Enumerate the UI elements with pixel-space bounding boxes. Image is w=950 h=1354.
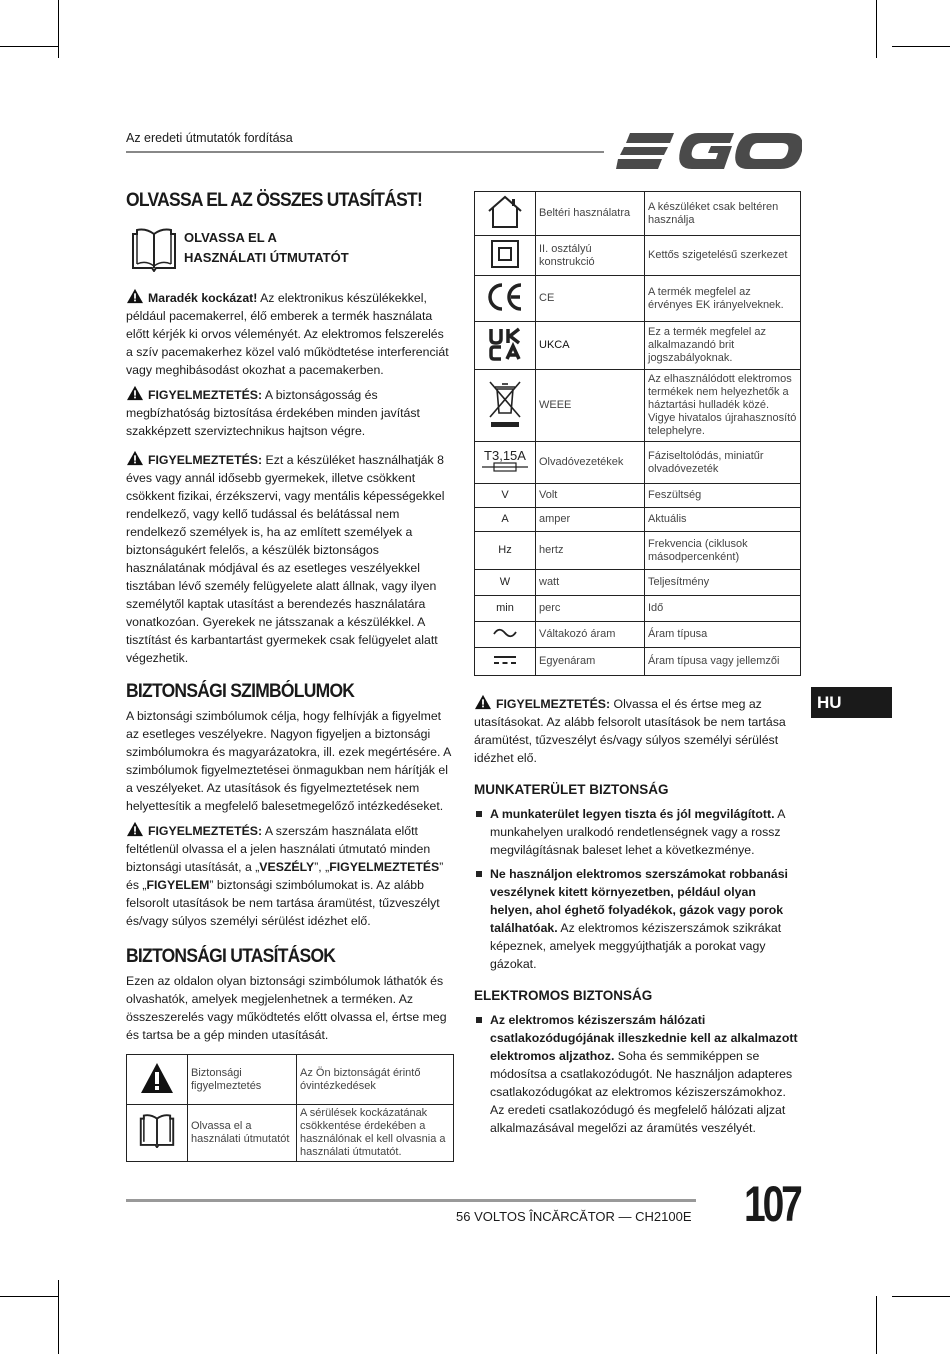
table-row	[475, 622, 801, 648]
table-cell-desc: Ez a termék megfelel az alkalmazandó brit jogszabályoknak.	[645, 322, 801, 370]
footer-text: 56 VOLTOS ÎNCĂRCĂTOR — CH2100E	[456, 1209, 692, 1224]
table-cell-name: Olvadóvezetékek	[536, 442, 645, 484]
table-cell-desc: Áram típusa	[645, 622, 801, 648]
table-symbol-cell: A	[475, 508, 536, 532]
read-manual-line2: HASZNÁLATI ÚTMUTATÓT	[184, 250, 349, 265]
fuse-rating: T3,15A	[484, 448, 526, 463]
table-symbol-cell: V	[475, 484, 536, 508]
warning-service-paragraph	[126, 385, 454, 440]
table-cell-desc: Teljesítmény	[645, 570, 801, 596]
ukca-mark-icon	[488, 327, 522, 361]
table-cell-name: Váltakozó áram	[536, 622, 645, 648]
bullet-text: A munkahelyen uralkodó rendetlenségnek vagy a rossz megvilágításnak baleset lehet a következménye.	[490, 807, 785, 857]
warning-icon	[126, 821, 144, 837]
symbol-table	[474, 191, 801, 676]
double-square-icon	[490, 239, 520, 269]
table-cell-desc: Fáziseltolódás, miniatűr olvadóvezeték	[645, 442, 801, 484]
table-row	[475, 236, 801, 276]
table-icon-cell	[475, 276, 536, 322]
table-icon-cell	[475, 236, 536, 276]
crop-mark	[0, 46, 58, 47]
safety-instructions-paragraph: Ezen az oldalon olyan biztonsági szimbólumok láthatók és olvashatók, amelyek megjelenhetnek a terméken. Az összeszerelés vagy működtetés előtt olvassa el, értse meg és tartsa be a gép minden utasítását.	[126, 974, 447, 1042]
table-row	[475, 596, 801, 622]
table-cell-desc: Áram típusa vagy jellemzői	[645, 648, 801, 676]
table-cell-desc: Kettős szigetelésű szerkezet	[645, 236, 801, 276]
bullet-text: Az elektromos kéziszerszámok szikrákat képeznek, amelyek meggyújthatják a porokat vagy gázokat.	[490, 921, 782, 971]
bullet-bold: Ne használjon elektromos szerszámokat robbanási veszélynek kitett környezetben, például olyan helyen, ahol éghető folyadékok, gázok vagy porok találhatóak.	[490, 867, 788, 935]
table-row	[475, 570, 801, 596]
table-cell-desc: Aktuális	[645, 508, 801, 532]
warning-triangle-icon	[139, 1061, 175, 1095]
safety-symbol-table	[126, 1054, 454, 1162]
table-cell-name: hertz	[536, 532, 645, 570]
residual-risk-text: Az elektronikus készülékekkel, például pacemakerrel, élő emberek a termék használata előtt kérjék ki orvos véleményét. Az elektromos felszerelés a szív pacemakerhez közel való működtetése interferenciát vagy meghibásodást okozhat a pacemakerben.	[126, 291, 449, 377]
page-title: OLVASSA EL AZ ÖSSZES UTASÍTÁST!	[126, 190, 423, 211]
table-row	[475, 648, 801, 676]
table-symbol-cell: W	[475, 570, 536, 596]
safety-symbols-paragraph: A biztonsági szimbólumok célja, hogy felhívják a figyelmet az esetleges veszélyekre. Nagyon figyeljen a biztonsági szimbólumokra és magyarázatokra, ill. ezek megértésére. A szimbólumok figyelmeztetései önmagukban nem hárítják el a veszélyeket. Az utasítások és figyelmeztetések nem helyettesítik a megfelelő balesetmegelőző intézkedéseket.	[126, 709, 451, 813]
list-item	[474, 1011, 801, 1137]
table-row	[475, 370, 801, 442]
book-icon	[137, 1114, 177, 1148]
warning-children-paragraph	[126, 450, 454, 667]
list-item	[474, 865, 801, 973]
crop-mark	[892, 46, 950, 47]
residual-risk-paragraph	[126, 288, 454, 379]
table-row	[127, 1105, 454, 1162]
table-row	[475, 276, 801, 322]
crop-mark	[892, 1296, 950, 1297]
section-title-safety-symbols: BIZTONSÁGI SZIMBÓLUMOK	[126, 681, 355, 702]
warning-text: ”, „	[314, 860, 330, 874]
table-cell-desc: A sérülések kockázatának csökkentése érdekében a használónak el kell olvasnia a használati útmutatót.	[297, 1105, 454, 1162]
table-row	[475, 322, 801, 370]
table-cell-name: WEEE	[536, 370, 645, 442]
left-column	[126, 192, 454, 1162]
warning-text: A szerszám használata előtt feltétlenül olvassa el a jelen használati útmutató minden biztonsági utasítását, a „	[126, 824, 431, 874]
warning-icon	[474, 694, 492, 710]
section-title-safety-instructions: BIZTONSÁGI UTASÍTÁSOK	[126, 946, 336, 967]
warning-label: FIGYELMEZTETÉS:	[496, 697, 611, 711]
crop-mark	[0, 1296, 58, 1297]
ego-logo	[616, 127, 802, 175]
read-manual-block	[126, 228, 454, 278]
table-cell-desc: Az elhasználódott elektromos termékek nem helyezhetők a háztartási hulladék közé. Vigye hivatalos újrahasznosító telephelyre.	[645, 370, 801, 442]
table-icon-cell	[475, 622, 536, 648]
table-icon-cell	[475, 648, 536, 676]
book-icon	[130, 228, 178, 272]
table-cell-name: Egyenáram	[536, 648, 645, 676]
crop-mark	[58, 1280, 59, 1354]
header-text: Az eredeti útmutatók fordítása	[126, 131, 293, 145]
dc-icon	[493, 654, 517, 666]
table-cell-name: CE	[536, 276, 645, 322]
table-row	[475, 532, 801, 570]
fuse-icon	[482, 462, 528, 472]
table-symbol-cell: min	[475, 596, 536, 622]
section-title-work-area: MUNKATERÜLET BIZTONSÁG	[474, 782, 669, 797]
table-symbol-cell: Hz	[475, 532, 536, 570]
table-cell-name: Olvassa el a használati útmutatót	[188, 1105, 297, 1162]
warning-children-text: Ezt a készüléket használhatják 8 éves vagy annál idősebb gyermekek, illetve csökkent csökkent fizikai, érzékszervi, vagy mentális képességekkel rendelkező, vagy kellő tudással és belátással nem rendelkező személyek is, ha az említett személyek a biztonságukért felelős, a készülék biztonságos használatának módjával és az esetleges veszélyekkel tisztában lévő személy felügyelete alatt állnak, vagy ilyen személytől kaptak utasítást a berendezés használatára vonatkozóan. Gyerekek ne játsszanak a készülékkel. A tisztítást és karbantartást gyermekek csak felügyelet alatt végezhetik.	[126, 453, 445, 665]
bullet-text: Soha és semmiképpen se módosítsa a csatlakozódugót. Ne használjon adapteres csatlakozódugókat az elektromos kéziszerszámokhoz. Az eredeti csatlakozódugó és megfelelő hálózati aljzat alkalmazásával megelőzi az áramütés veszélyét.	[490, 1049, 793, 1135]
ce-mark-icon	[485, 282, 525, 312]
house-icon	[486, 195, 524, 229]
table-row	[475, 484, 801, 508]
table-cell-name: UKCA	[536, 322, 645, 370]
table-icon-cell	[475, 192, 536, 236]
crop-mark	[876, 1296, 877, 1354]
table-cell-name: amper	[536, 508, 645, 532]
keyword-caution: FIGYELEM	[146, 878, 210, 892]
section-title-electrical: ELEKTROMOS BIZTONSÁG	[474, 988, 653, 1003]
warning-text: Olvassa el és értse meg az utasításokat. Az alább felsorolt utasítások be nem tartása áramütést, tűzveszélyt és/vagy súlyos személyi sérülést idézhet elő.	[474, 697, 786, 765]
safety-symbols-warning	[126, 821, 454, 930]
warning-text: ” és „	[126, 860, 444, 892]
table-cell-name: Beltéri használatra	[536, 192, 645, 236]
table-cell-desc: Az Ön biztonságát érintő óvintézkedések	[297, 1055, 454, 1105]
warning-icon	[126, 385, 144, 401]
table-cell-name: Biztonsági figyelmeztetés	[188, 1055, 297, 1105]
warning-label: FIGYELMEZTETÉS:	[148, 388, 263, 402]
crop-mark	[58, 0, 59, 58]
keyword-warning: FIGYELMEZTETÉS	[329, 860, 440, 874]
language-tab: HU	[811, 687, 892, 718]
list-item	[474, 805, 801, 859]
warning-icon	[126, 288, 144, 304]
warning-label: FIGYELMEZTETÉS:	[148, 824, 263, 838]
crop-mark	[876, 0, 877, 58]
bullet-bold: A munkaterület legyen tiszta és jól megvilágított.	[490, 807, 775, 821]
table-icon-cell	[127, 1105, 188, 1162]
table-row	[475, 442, 801, 484]
table-cell-name: II. osztályú konstrukció	[536, 236, 645, 276]
crossed-bin-icon	[487, 379, 523, 429]
keyword-danger: VESZÉLY	[259, 860, 315, 874]
table-cell-name: watt	[536, 570, 645, 596]
right-column	[474, 191, 801, 1143]
table-row	[127, 1055, 454, 1105]
table-cell-desc: Frekvencia (ciklusok másodpercenként)	[645, 532, 801, 570]
page-number: 107	[744, 1176, 800, 1232]
bullet-bold: Az elektromos kéziszerszám hálózati csatlakozódugójának illeszkednie kell az alkalmazott elektromos aljzathoz.	[490, 1013, 798, 1063]
table-cell-desc: Idő	[645, 596, 801, 622]
table-cell-desc: A termék megfelel az érvényes EK irányelveknek.	[645, 276, 801, 322]
table-icon-cell	[127, 1055, 188, 1105]
table-icon-cell	[475, 442, 536, 484]
instructions-warning	[474, 694, 801, 767]
residual-risk-label: Maradék kockázat!	[148, 291, 258, 305]
warning-label: FIGYELMEZTETÉS:	[148, 453, 263, 467]
table-icon-cell	[475, 322, 536, 370]
table-cell-desc: Feszültség	[645, 484, 801, 508]
read-manual-line1: OLVASSA EL A	[184, 230, 277, 245]
table-cell-name: perc	[536, 596, 645, 622]
warning-icon	[126, 450, 144, 466]
table-cell-desc: A készüléket csak beltéren használja	[645, 192, 801, 236]
header-rule	[126, 151, 604, 153]
ac-wave-icon	[492, 626, 518, 640]
table-row	[475, 508, 801, 532]
table-cell-name: Volt	[536, 484, 645, 508]
warning-text: ” biztonsági szimbólumokat is. Az alább felsorolt utasítások be nem tartása áramütést, tűzveszélyt és/vagy súlyos személyi sérülést idézhet elő.	[126, 878, 440, 928]
warning-service-text: A biztonságosság és megbízhatóság biztosítása érdekében minden javítást szakképzett szerviztechnikus hajtson végre.	[126, 388, 420, 438]
table-row	[475, 192, 801, 236]
table-icon-cell	[475, 370, 536, 442]
footer-rule	[126, 1199, 696, 1202]
